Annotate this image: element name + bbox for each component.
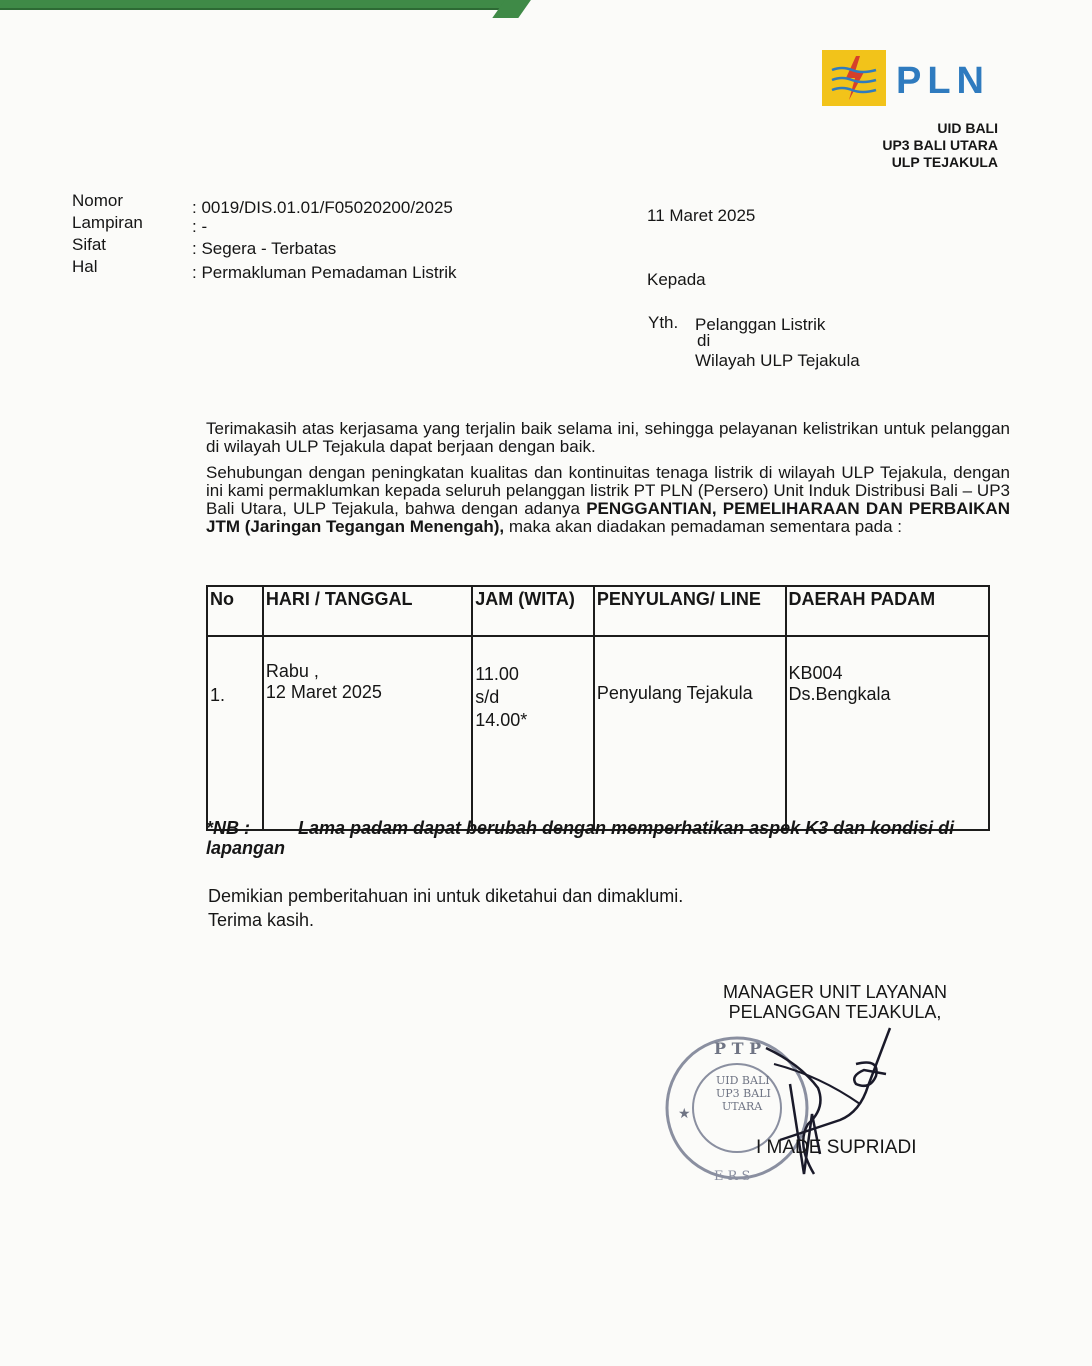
column-header: No <box>207 586 263 636</box>
stamp-text: UID BALI <box>716 1074 770 1087</box>
cell-area <box>786 636 990 830</box>
unit-line: ULP TEJAKULA <box>891 154 998 170</box>
note <box>206 818 1036 858</box>
recipient-yth: Yth. <box>648 313 679 332</box>
header-band <box>0 0 510 10</box>
meta-value-sifat: : Segera - Terbatas <box>192 239 337 258</box>
svg-text:★: ★ <box>678 1106 691 1122</box>
body-paragraph-2-emphasis: PENGGANTIAN, PEMELIHARAAN DAN PERBAIKAN JTM (Jaringan Tegangan Menengah), <box>206 499 1010 536</box>
cell-area-name: Ds.Bengkala <box>788 684 891 704</box>
cell-feeder: Penyulang Tejakula <box>594 636 786 830</box>
cell-time-start: 11.00 <box>475 664 519 684</box>
meta-value-nomor: : 0019/DIS.01.01/F05020200/2025 <box>192 198 453 217</box>
signatory-title-line-1: MANAGER UNIT LAYANAN <box>722 982 948 1002</box>
body-paragraph-2 <box>206 464 1010 536</box>
recipient-name: Pelanggan Listrik <box>695 315 826 334</box>
signatory-name: I MADE SUPRIADI <box>756 1137 917 1158</box>
meta-label-nomor: Nomor <box>72 191 124 210</box>
stamp-text: UP3 BALI <box>716 1087 771 1100</box>
body-paragraph-2-start: Sehubungan dengan peningkatan kualitas dan kontinuitas tenaga listrik di wilayah ULP Tejakula, dengan ini kami permaklumkan kepada seluruh pelanggan listrik PT PLN (Persero) Unit Induk Distribusi Bali – UP3 Bali Utara, ULP Tejakula, bahwa dengan adanya <box>206 463 1010 518</box>
signatory-title <box>700 982 970 1022</box>
pln-logo-icon <box>822 50 886 106</box>
unit-line: UID BALI <box>937 120 998 136</box>
table-row <box>207 636 989 830</box>
column-header: PENYULANG/ LINE <box>594 586 786 636</box>
cell-day: Rabu , <box>265 661 319 681</box>
meta-value-hal: : Permakluman Pemadaman Listrik <box>192 263 457 282</box>
signatory-title-line-2: PELANGGAN TEJAKULA, <box>728 1002 942 1022</box>
body-paragraph-2-end: maka akan diadakan pemadaman sementara pada : <box>504 517 903 536</box>
unit-line: UP3 BALI UTARA <box>882 137 998 153</box>
recipient-di: di <box>697 331 711 350</box>
body-paragraph-1: Terimakasih atas kerjasama yang terjalin baik selama ini, sehingga pelayanan kelistrikan untuk pelanggan di wilayah ULP Tejakula dapat berjaan dengan baik. <box>206 419 1010 456</box>
cell-area-code: KB004 <box>788 663 843 683</box>
closing-line-2: Terima kasih. <box>208 910 315 930</box>
cell-time <box>472 636 594 830</box>
outage-schedule-table <box>206 585 990 831</box>
column-header: DAERAH PADAM <box>786 586 990 636</box>
unit-address <box>882 120 998 171</box>
svg-text:P T P: P T P <box>714 1039 762 1058</box>
table-header-row <box>207 586 989 636</box>
closing <box>208 884 683 932</box>
meta-label-sifat: Sifat <box>72 235 107 254</box>
note-text: Lama padam dapat berubah dengan memperhatikan aspek K3 dan kondisi di lapangan <box>206 818 955 858</box>
cell-no: 1. <box>207 636 263 830</box>
recipient-kepada: Kepada <box>647 270 706 289</box>
note-tag: *NB : <box>206 818 250 838</box>
column-header: HARI / TANGGAL <box>263 586 472 636</box>
cell-time-separator: s/d <box>475 687 500 707</box>
column-header: JAM (WITA) <box>472 586 594 636</box>
cell-day-date <box>263 636 472 830</box>
cell-date: 12 Maret 2025 <box>265 682 382 702</box>
letter-date: 11 Maret 2025 <box>647 206 756 225</box>
cell-time-end: 14.00* <box>475 710 528 730</box>
recipient-location: Wilayah ULP Tejakula <box>695 351 860 370</box>
meta-label-lampiran: Lampiran <box>72 213 143 232</box>
brand-name: PLN <box>896 60 990 102</box>
svg-text:E R S: E R S <box>714 1169 751 1184</box>
closing-line-1: Demikian pemberitahuan ini untuk diketahui dan dimaklumi. <box>208 886 684 906</box>
meta-value-lampiran: : - <box>192 217 208 236</box>
handwritten-signature-icon <box>760 1024 930 1199</box>
meta-label-hal: Hal <box>72 257 98 276</box>
stamp-text: UTARA <box>722 1100 763 1113</box>
